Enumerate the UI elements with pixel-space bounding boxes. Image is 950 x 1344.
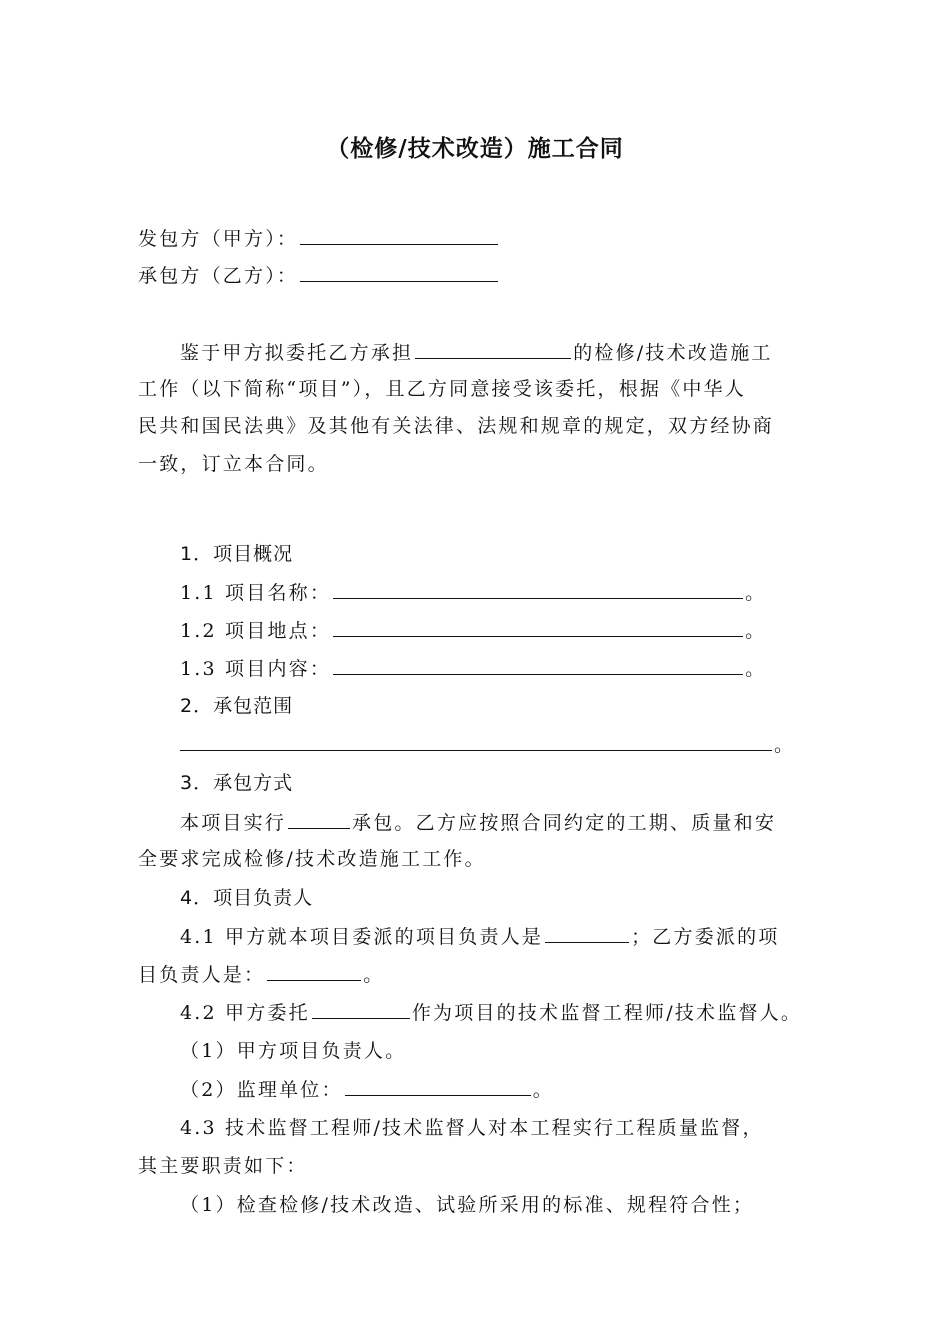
intro-line-1 — [180, 340, 773, 365]
party-b-label: 承包方（乙方）： — [138, 265, 299, 287]
party-b-blank[interactable] — [300, 263, 498, 282]
project-name-line — [180, 580, 766, 605]
project-name-label: 1.1 项目名称： — [180, 582, 332, 604]
clause-4-2-line — [180, 1000, 802, 1025]
intro-text: 鉴于甲方拟委托乙方承担 — [180, 342, 414, 364]
party-a-line — [138, 226, 500, 251]
project-name-blank[interactable] — [333, 580, 743, 599]
section-3-heading: 3．承包方式 — [180, 772, 294, 794]
clause-4-3-line-1: 4.3 技术监督工程师/技术监督人对本工程实行工程质量监督， — [180, 1117, 764, 1139]
project-location-line — [180, 618, 766, 643]
clause-text: ；乙方委派的项 — [631, 926, 780, 948]
clause-4-3-line-2: 其主要职责如下： — [138, 1155, 308, 1177]
contract-title: （检修/技术改造）施工合同 — [326, 136, 624, 162]
line-end: 。 — [745, 658, 767, 680]
scope-blank[interactable] — [180, 732, 772, 751]
project-content-line — [180, 656, 766, 681]
project-content-blank[interactable] — [333, 656, 743, 675]
option-2-line — [180, 1077, 554, 1102]
contract-method-blank[interactable] — [288, 810, 350, 829]
method-text: 本项目实行 — [180, 812, 287, 834]
clause-4-1-line-2 — [138, 962, 384, 987]
contract-method-line-1 — [180, 810, 776, 835]
party-a-blank[interactable] — [300, 226, 498, 245]
line-end: 。 — [363, 964, 385, 986]
project-undertake-blank[interactable] — [415, 340, 571, 359]
supervisor-blank[interactable] — [312, 1000, 410, 1019]
section-2-heading: 2．承包范围 — [180, 695, 294, 717]
section-1-heading: 1．项目概况 — [180, 543, 294, 565]
line-end: 。 — [532, 1079, 554, 1101]
method-text: 承包。乙方应按照合同约定的工期、质量和安 — [352, 812, 777, 834]
intro-line-4: 一致，订立本合同。 — [138, 453, 329, 475]
project-location-blank[interactable] — [333, 618, 743, 637]
scope-line — [180, 732, 795, 757]
line-end: 。 — [774, 734, 796, 756]
duty-1-line: （1）检查检修/技术改造、试验所采用的标准、规程符合性； — [180, 1194, 755, 1216]
intro-line-2: 工作（以下简称“项目”），且乙方同意接受该委托，根据《中华人 — [138, 378, 746, 400]
contract-method-line-2: 全要求完成检修/技术改造施工工作。 — [138, 848, 486, 870]
intro-text: 的检修/技术改造施工 — [573, 342, 773, 364]
project-content-label: 1.3 项目内容： — [180, 658, 332, 680]
supervision-unit-blank[interactable] — [345, 1077, 531, 1096]
clause-text: 目负责人是： — [138, 964, 266, 986]
line-end: 。 — [745, 582, 767, 604]
party-a-label: 发包方（甲方）： — [138, 228, 299, 250]
section-4-heading: 4．项目负责人 — [180, 887, 314, 909]
clause-text: 作为项目的技术监督工程师/技术监督人。 — [411, 1002, 803, 1024]
clause-4-1-line-1 — [180, 924, 779, 949]
project-location-label: 1.2 项目地点： — [180, 620, 332, 642]
party-a-manager-blank[interactable] — [545, 924, 629, 943]
party-b-manager-blank[interactable] — [267, 962, 361, 981]
clause-text: 4.1 甲方就本项目委派的项目负责人是 — [180, 926, 544, 948]
option-2-label: （2）监理单位： — [180, 1079, 343, 1101]
clause-text: 4.2 甲方委托 — [180, 1002, 310, 1024]
option-1-line: （1）甲方项目负责人。 — [180, 1040, 407, 1062]
intro-line-3: 民共和国民法典》及其他有关法律、法规和规章的规定，双方经协商 — [138, 415, 775, 437]
line-end: 。 — [745, 620, 767, 642]
party-b-line — [138, 263, 500, 288]
